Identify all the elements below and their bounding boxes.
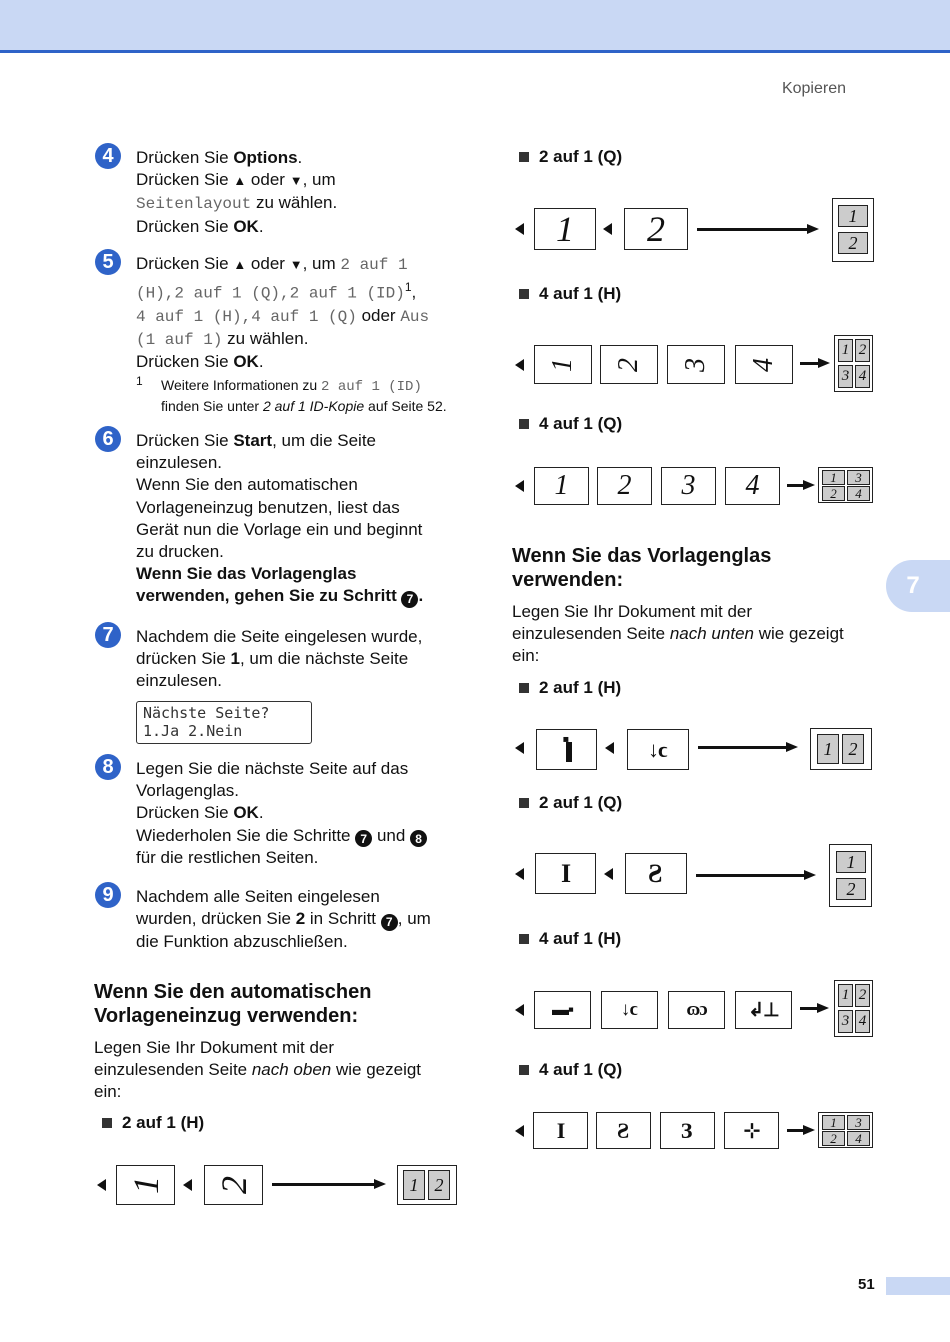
bullet-4in1-q: 4 auf 1 (Q) <box>519 414 622 434</box>
glass-bullet-2in1-q: 2 auf 1 (Q) <box>519 793 622 813</box>
page-number-bar <box>886 1277 950 1295</box>
bullet-4in1-h: 4 auf 1 (H) <box>519 284 621 304</box>
glass-bullet-2in1-h: 2 auf 1 (H) <box>519 678 621 698</box>
step-7-badge: 7 <box>95 622 121 648</box>
step-7-text: Nachdem die Seite eingelesen wurde, drücken Sie 1, um die nächste Seite einzulesen. <box>136 627 423 691</box>
glass-bullet-4in1-h: 4 auf 1 (H) <box>519 929 621 949</box>
glass-body: Legen Sie Ihr Dokument mit der einzulesenden Seite nach unten wie gezeigt ein: <box>512 602 844 666</box>
step-6-badge: 6 <box>95 426 121 452</box>
step-ref-7: 7 <box>401 591 418 608</box>
header-title: Kopieren <box>781 80 846 97</box>
bullet-2in1-q: 2 auf 1 (Q) <box>519 147 622 167</box>
step-9-text: Nachdem alle Seiten eingelesen wurden, drücken Sie 2 in Schritt 7 , um die Funktion abzuschließen. <box>136 887 431 951</box>
step-4-badge: 4 <box>95 143 121 169</box>
top-banner <box>0 0 950 53</box>
glass-heading: Wenn Sie das Vorlagenglas verwenden: <box>512 545 772 591</box>
adf-body: Legen Sie Ihr Dokument mit der einzulesenden Seite nach oben wie gezeigt ein: <box>94 1038 422 1102</box>
step-6-text: Drücken Sie Start, um die Seite einzulesen. Wenn Sie den automatischen Vorlageneinzug benutzen, liest das Gerät nun die Vorlage ein und beginnt zu drucken. Wenn Sie das Vorlagenglas verwenden, gehen Sie zu Schritt 7 . <box>136 431 424 607</box>
page-number: 51 <box>858 1276 875 1293</box>
glass-bullet-4in1-q: 4 auf 1 (Q) <box>519 1060 622 1080</box>
footnote-text: Weitere Informationen zu 2 auf 1 (ID) finden Sie unter 2 auf 1 ID-Kopie auf Seite 52. <box>161 377 447 414</box>
step-5-badge: 5 <box>95 249 121 275</box>
adf-heading: Wenn Sie den automatischen Vorlageneinzug verwenden: <box>94 981 372 1027</box>
step-8-badge: 8 <box>95 754 121 780</box>
step-9-badge: 9 <box>95 882 121 908</box>
step-4-text: Drücken Sie Options. Drücken Sie ▲ oder ▼, um Seitenlayout zu wählen. Drücken Sie OK. <box>136 148 338 236</box>
step-8-text: Legen Sie die nächste Seite auf das Vorlagenglas. Drücken Sie OK. Wiederholen Sie die Schritte 7 und 8 für die restlichen Seiten. <box>136 758 476 869</box>
footnote-mark: 1 <box>136 374 143 388</box>
step-5-text: Drücken Sie ▲ oder ▼, um 2 auf 1 (H),2 auf 1 (Q),2 auf 1 (ID)$^1$, 4 auf 1 (H),4 auf 1 (Q) oder Aus (1 auf 1) zu wählen. Drücken Sie OK. <box>136 254 430 372</box>
lcd-display: Nächste Seite? 1.Ja 2.Nein <box>136 701 312 744</box>
chapter-tab: 7 <box>886 560 950 612</box>
adf-bullet-2in1-h: 2 auf 1 (H) <box>102 1113 204 1133</box>
